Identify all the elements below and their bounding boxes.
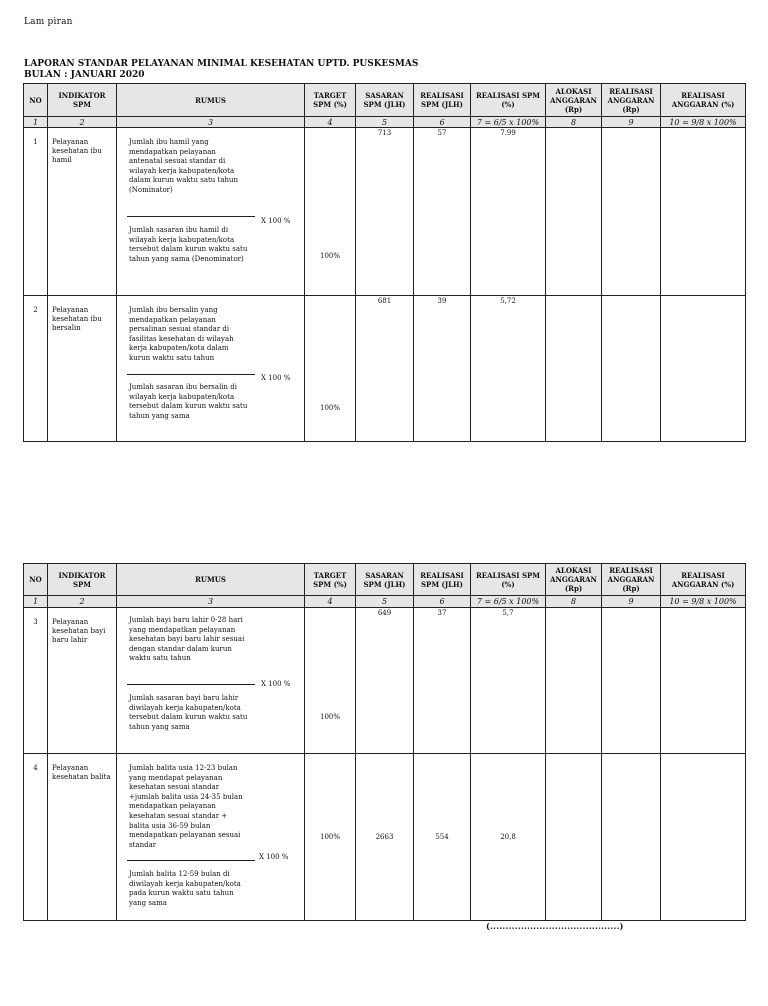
row-rumus (117, 608, 305, 754)
rumus-numerator: Jumlah balita usia 12-23 bulan yang mendapat pelayanan kesehatan sesuai standar +jumlah balita usia 24-35 bulan mendapatkan pelayanan kesehatan sesuai standar + balita usia 36-59 bulan mendapatkan pelayanan sesuai standar (129, 764, 243, 849)
row-sasaran: 681 (356, 296, 414, 442)
row-realisasi-jlh: 39 (414, 296, 471, 442)
rumus-numerator: Jumlah ibu bersalin yang mendapatkan pelayanan persalinan sesuai standar di fasilitas kesehatan di wilayah kerja kabupaten/kota dalam kurun waktu satu tahun (129, 306, 234, 362)
report-title-line2: BULAN : JANUARI 2020 (24, 70, 145, 80)
row-alokasi (546, 608, 602, 754)
header-realisasi-rp: REALISASI ANGGARAN (Rp) (602, 564, 661, 596)
col-number: 9 (602, 117, 661, 128)
row-realisasi-rp (602, 754, 661, 921)
row-indikator: Pelayanan kesehatan ibu hamil (48, 128, 117, 296)
col-number: 1 (24, 596, 48, 608)
header-sasaran: SASARAN SPM (JLH) (356, 84, 414, 117)
row-realisasi-pct: 5,7 (471, 608, 546, 754)
report-title (24, 59, 418, 81)
table-row (24, 296, 746, 442)
col-number: 2 (48, 117, 117, 128)
row-sasaran: 713 (356, 128, 414, 296)
fraction-line (127, 684, 255, 685)
column-number-row (24, 117, 746, 128)
row-indikator: Pelayanan kesehatan balita (48, 754, 117, 921)
col-number: 6 (414, 596, 471, 608)
col-number: 6 (414, 117, 471, 128)
row-realisasi-pct: 7.99 (471, 128, 546, 296)
row-no: 2 (24, 296, 48, 442)
rumus-numerator: Jumlah ibu hamil yang mendapatkan pelayanan antenatal sesuai standar di wilayah kerja kabupaten/kota dalam kurun waktu satu tahun (Nominator) (129, 138, 239, 194)
rumus-multiplier: X 100 % (261, 217, 291, 225)
header-rumus: RUMUS (117, 84, 305, 117)
spm-table-1 (23, 83, 746, 442)
row-realisasi-jlh: 57 (414, 128, 471, 296)
rumus-denominator: Jumlah balita 12-59 bulan di diwilayah kerja kabupaten/kota pada kurun waktu satu tahun yang sama (129, 870, 241, 907)
row-realisasi-anggaran-pct (661, 608, 746, 754)
col-number: 3 (117, 117, 305, 128)
row-target: 100% (305, 128, 356, 296)
rumus-multiplier: X 100 % (259, 853, 289, 861)
row-realisasi-rp (602, 296, 661, 442)
row-indikator: Pelayanan kesehatan ibu bersalin (48, 296, 117, 442)
row-no: 3 (24, 608, 48, 754)
header-indikator: INDIKATOR SPM (48, 564, 117, 596)
row-no: 1 (24, 128, 48, 296)
header-target: TARGET SPM (%) (305, 84, 356, 117)
row-rumus (117, 296, 305, 442)
col-number: 4 (305, 596, 356, 608)
col-number: 8 (546, 596, 602, 608)
header-realisasi-pct: REALISASI SPM (%) (471, 564, 546, 596)
rumus-multiplier: X 100 % (261, 374, 291, 382)
table-row (24, 608, 746, 754)
header-row (24, 84, 746, 117)
row-sasaran: 649 (356, 608, 414, 754)
table-row (24, 128, 746, 296)
column-number-row (24, 596, 746, 608)
rumus-denominator: Jumlah sasaran ibu hamil di wilayah kerja kabupaten/kota tersebut dalam kurun waktu satu tahun yang sama (Denominator) (129, 226, 248, 263)
col-number: 5 (356, 117, 414, 128)
row-realisasi-rp (602, 128, 661, 296)
row-alokasi (546, 754, 602, 921)
row-sasaran: 2663 (356, 754, 414, 921)
row-no: 4 (24, 754, 48, 921)
rumus-numerator: Jumlah bayi baru lahir 0-28 hari yang mendapatkan pelayanan kesehatan bayi baru lahir sesuai dengan standar dalam kurun waktu satu tahun (129, 616, 245, 663)
header-realisasi-anggaran-pct: REALISASI ANGGARAN (%) (661, 84, 746, 117)
header-realisasi-anggaran-pct: REALISASI ANGGARAN (%) (661, 564, 746, 596)
rumus-denominator: Jumlah sasaran bayi baru lahir diwilayah kerja kabupaten/kota tersebut dalam kurun waktu satu tahun yang sama (129, 694, 248, 731)
col-number: 4 (305, 117, 356, 128)
row-realisasi-pct: 20,8 (471, 754, 546, 921)
col-number: 5 (356, 596, 414, 608)
col-number: 2 (48, 596, 117, 608)
row-alokasi (546, 296, 602, 442)
col-number: 10 = 9/8 x 100% (661, 117, 746, 128)
row-realisasi-anggaran-pct (661, 296, 746, 442)
row-target: 100% (305, 608, 356, 754)
fraction-line (127, 860, 255, 861)
row-realisasi-anggaran-pct (661, 754, 746, 921)
rumus-multiplier: X 100 % (261, 680, 291, 688)
col-number: 9 (602, 596, 661, 608)
rumus-denominator: Jumlah sasaran ibu bersalin di wilayah kerja kabupaten/kota tersebut dalam kurun waktu satu tahun yang sama (129, 383, 248, 420)
col-number: 8 (546, 117, 602, 128)
header-realisasi-rp: REALISASI ANGGARAN (Rp) (602, 84, 661, 117)
col-number: 10 = 9/8 x 100% (661, 596, 746, 608)
header-rumus: RUMUS (117, 564, 305, 596)
signature-placeholder: (..........................................) (486, 921, 624, 931)
row-realisasi-jlh: 554 (414, 754, 471, 921)
header-realisasi-pct: REALISASI SPM (%) (471, 84, 546, 117)
spm-table-2 (23, 563, 746, 921)
header-alokasi: ALOKASI ANGGARAN (Rp) (546, 84, 602, 117)
row-indikator: Pelayanan kesehatan bayi baru lahir (48, 608, 117, 754)
fraction-line (127, 216, 255, 217)
header-realisasi-jlh: REALISASI SPM (JLH) (414, 564, 471, 596)
header-indikator: INDIKATOR SPM (48, 84, 117, 117)
header-target: TARGET SPM (%) (305, 564, 356, 596)
header-row (24, 564, 746, 596)
row-rumus (117, 128, 305, 296)
header-realisasi-jlh: REALISASI SPM (JLH) (414, 84, 471, 117)
header-alokasi: ALOKASI ANGGARAN (Rp) (546, 564, 602, 596)
header-sasaran: SASARAN SPM (JLH) (356, 564, 414, 596)
row-alokasi (546, 128, 602, 296)
row-realisasi-jlh: 37 (414, 608, 471, 754)
row-target: 100% (305, 754, 356, 921)
col-number: 7 = 6/5 x 100% (471, 596, 546, 608)
col-number: 1 (24, 117, 48, 128)
row-realisasi-anggaran-pct (661, 128, 746, 296)
row-realisasi-rp (602, 608, 661, 754)
col-number: 7 = 6/5 x 100% (471, 117, 546, 128)
row-realisasi-pct: 5,72 (471, 296, 546, 442)
lampiran-label: Lam piran (24, 17, 73, 27)
report-title-line1: LAPORAN STANDAR PELAYANAN MINIMAL KESEHATAN UPTD. PUSKESMAS (24, 59, 419, 69)
fraction-line (127, 374, 255, 375)
table-row (24, 754, 746, 921)
header-no: NO (24, 84, 48, 117)
header-no: NO (24, 564, 48, 596)
col-number: 3 (117, 596, 305, 608)
row-rumus (117, 754, 305, 921)
row-target: 100% (305, 296, 356, 442)
